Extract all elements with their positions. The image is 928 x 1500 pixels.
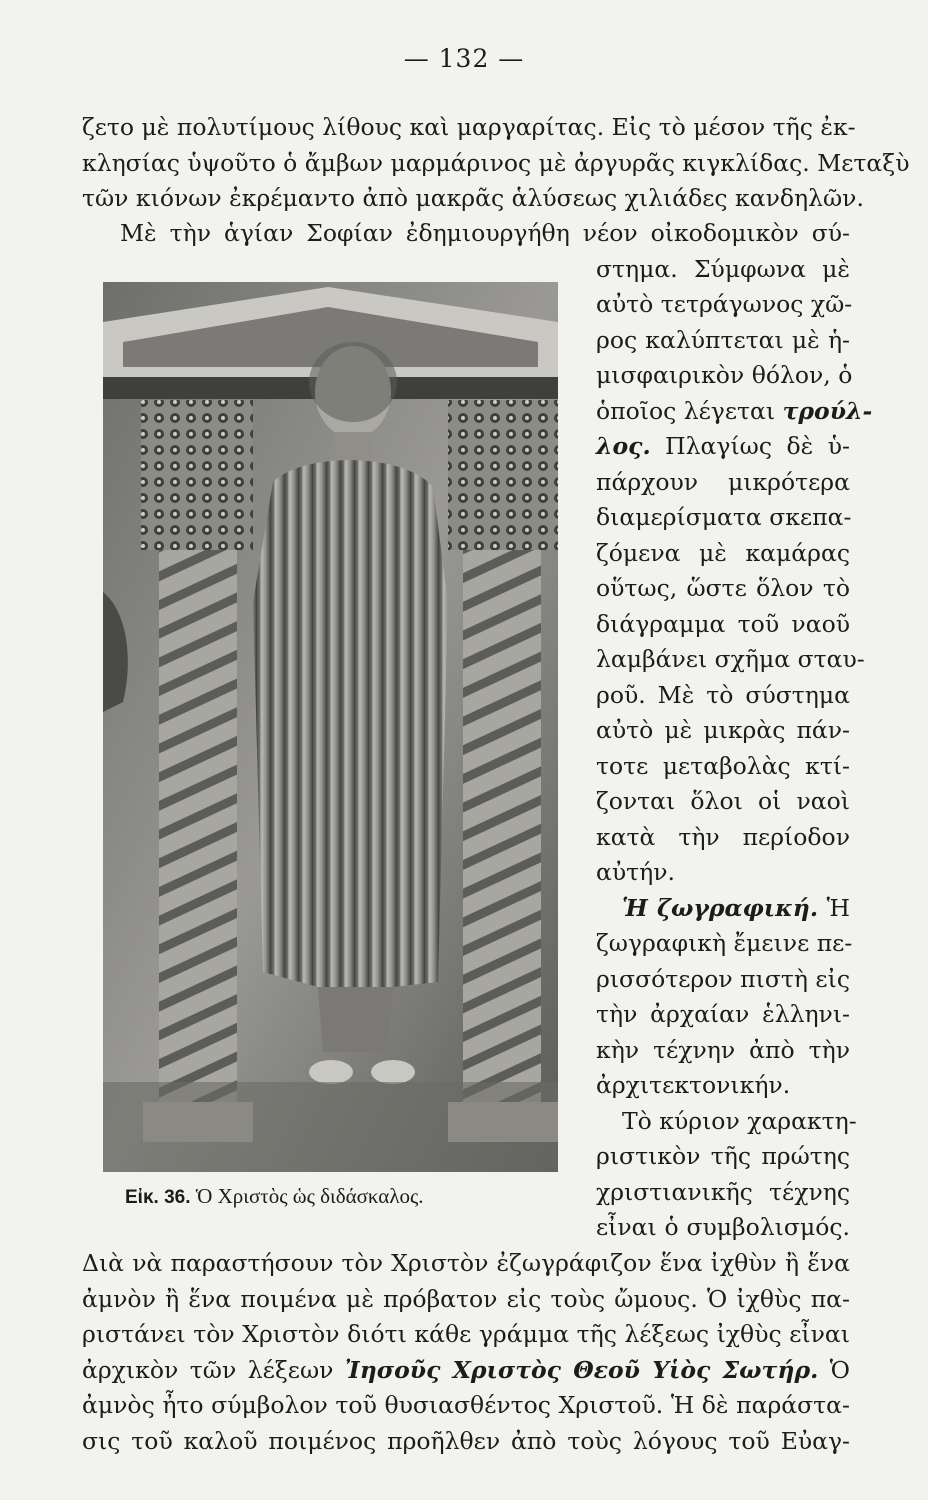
side-line: εἶναι ὁ συμβολισμός. [596,1213,850,1241]
side-line: ἀρχιτεκτονικήν. [596,1071,791,1099]
side-line: χριστιανικῆς τέχνης [596,1178,850,1206]
side-line: ροῦ. Μὲ τὸ σύστημα [596,681,850,709]
side-line: διάγραμμα τοῦ ναοῦ [596,610,850,638]
relief-image [103,282,558,1172]
text-line: Μὲ τὴν ἁγίαν Σοφίαν ἐδημιουργήθη νέον οἰκοδομικὸν σύ- [120,219,850,247]
text-line: ριστάνει τὸν Χριστὸν διότι κάθε γράμμα τῆς λέξεως ἰχθὺς εἶναι [82,1320,850,1348]
side-line: τοτε μεταβολὰς κτί- [596,752,850,780]
side-line: μισφαιρικὸν θόλον, ὁ [596,361,853,389]
side-line: αὐτὸ μὲ μικρὰς πάν- [596,716,850,744]
body-text: Ὁ [818,1356,850,1384]
text-line: σις τοῦ καλοῦ ποιμένος προῆλθεν ἀπὸ τοὺς λόγους τοῦ Εὐαγ- [82,1427,850,1455]
side-line: λαμβάνει σχῆμα σταυ- [596,645,865,673]
text-line: ζετο μὲ πολυτίμους λίθους καὶ μαργαρίτας. Εἰς τὸ μέσον τῆς ἐκ- [82,113,856,141]
figure-caption-text: Ὁ Χριστὸς ὡς διδάσκαλος. [190,1184,424,1208]
section-heading: Ἡ ζωγραφική. [622,894,819,922]
side-text: Ἡ [818,894,850,922]
section-heading-line [622,893,850,923]
side-line: αὐτήν. [596,858,675,886]
side-line: Τὸ κύριον χαρακτη- [622,1107,857,1135]
side-line: ριστικὸν τῆς πρώτης [596,1142,850,1170]
text-line: τῶν κιόνων ἐκρέμαντο ἀπὸ μακρᾶς ἁλύσεως χιλιάδες κανδηλῶν. [82,184,864,212]
side-line [596,431,850,461]
term-troullos-end: λος. [596,432,651,460]
side-line: ζωγραφικὴ ἔμεινε πε- [596,929,853,957]
side-line: ζονται ὅλοι οἱ ναοὶ [596,787,850,815]
figure-christ-teacher [103,282,558,1172]
figure-label: Εἰκ. 36. [125,1187,191,1208]
side-text: Πλαγίως δὲ ὑ- [650,432,850,460]
body-text: ἀρχικὸν τῶν λέξεων [82,1356,345,1384]
side-line: ρος καλύπτεται μὲ ἡ- [596,326,850,354]
page-number: — 132 — [403,44,525,73]
acrostic-phrase: Ἰησοῦς Χριστὸς Θεοῦ Υἱὸς Σωτήρ. [344,1356,819,1384]
text-line: κλησίας ὑψοῦτο ὁ ἄμβων μαρμάρινος μὲ ἀργυρᾶς κιγκλίδας. Μεταξὺ [82,149,910,177]
text-line: Διὰ νὰ παραστήσουν τὸν Χριστὸν ἐζωγράφιζον ἕνα ἰχθὺν ἢ ἕνα [82,1249,850,1277]
side-line: κατὰ τὴν περίοδον [596,823,850,851]
side-line: οὕτως, ὥστε ὅλον τὸ [596,574,850,602]
side-line: τὴν ἀρχαίαν ἑλληνι- [596,1000,850,1028]
side-line: διαμερίσματα σκεπα- [596,503,852,531]
side-line: αὐτὸ τετράγωνος χῶ- [596,290,853,318]
side-line [596,396,873,426]
text-line [82,1355,850,1385]
text-line: ἀμνὸν ἢ ἕνα ποιμένα μὲ πρόβατον εἰς τοὺς ὤμους. Ὁ ἰχθὺς πα- [82,1285,850,1313]
text-line: ἀμνὸς ἦτο σύμβολον τοῦ θυσιασθέντος Χριστοῦ. Ἡ δὲ παράστα- [82,1391,850,1419]
side-line: στημα. Σύμφωνα μὲ [596,255,850,283]
term-troullos: τρούλ- [782,397,873,425]
side-text: ὁποῖος λέγεται [596,397,783,425]
figure-caption [125,1184,424,1209]
side-line: κὴν τέχνην ἀπὸ τὴν [596,1036,850,1064]
side-line: ρισσότερον πιστὴ εἰς [596,965,850,993]
side-line: πάρχουν μικρότερα [596,468,850,496]
side-line: ζόμενα μὲ καμάρας [596,539,850,567]
